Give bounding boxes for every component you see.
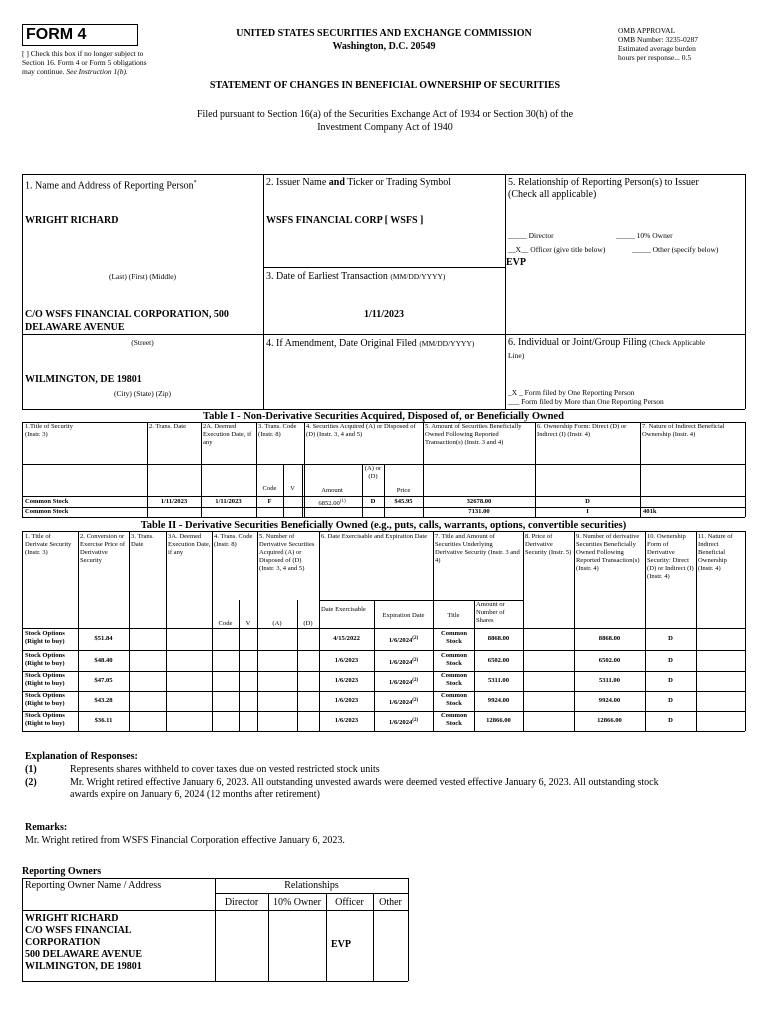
t1-sub-amount: Amount — [321, 487, 343, 494]
box4-label: 4. If Amendment, Date Original Filed (MM/DD/YYYY) — [266, 338, 475, 349]
check-box-text[interactable]: [ ] Check this box if no longer subject to Section 16. Form 4 or Form 5 obligations may continue. See Instruction 1(b). — [22, 49, 147, 76]
city-state-zip: WILMINGTON, DE 19801 — [25, 374, 142, 385]
ten-percent-owner-checkbox[interactable]: _____ 10% Owner — [616, 231, 673, 240]
t1-row1-owned: 32678.00 — [466, 498, 492, 505]
other-checkbox[interactable]: _____ Other (specify below) — [632, 245, 719, 254]
t2-row5-price: $36.11 — [94, 717, 113, 724]
t1-row1-amount: 6852.00$^{(1)}$ — [318, 499, 346, 508]
t1-h-title: 1.Title of Security (Instr. 3) — [25, 423, 73, 438]
owners-col-officer: Officer — [335, 897, 364, 908]
explanation-text-2: Mr. Wright retired effective January 6, 2023. All outstanding unvested awards were deemed vested effective January 6, 2023. All outstanding stock awards expire on January 6, 2024 (12 months after retirement) — [70, 777, 659, 800]
owner-name-address: WRIGHT RICHARD C/O WSFS FINANCIAL CORPORATION 500 DELAWARE AVENUE WILMINGTON, DE 19801 — [25, 913, 143, 972]
issuer-name: WSFS FINANCIAL CORP [ WSFS ] — [266, 215, 424, 226]
street-line2: DELAWARE AVENUE — [25, 322, 125, 333]
t2-row3-title: Stock Options (Right to buy) — [25, 672, 65, 687]
name-hint: (Last) (First) (Middle) — [108, 272, 177, 281]
owners-col-director: Director — [224, 897, 259, 908]
owners-col-other: Other — [379, 897, 402, 908]
box5-label: 5. Relationship of Reporting Person(s) to Issuer (Check all applicable) — [508, 177, 699, 200]
director-checkbox[interactable]: _____ Director — [508, 231, 554, 240]
t1-h-form: 6. Ownership Form: Direct (D) or Indirect (I) (Instr. 4) — [537, 423, 627, 438]
agency-location: Washington, D.C. 20549 — [332, 41, 436, 52]
t2-sub-d: (D) — [303, 620, 313, 627]
table1-title: Table I - Non-Derivative Securities Acquired, Disposed of, or Beneficially Owned — [203, 411, 564, 422]
t2-row1-form: D — [668, 635, 673, 642]
t2-row5-expiration: 1/6/2024$^{(2)}$ — [388, 718, 419, 727]
t2-row2-form: D — [668, 657, 673, 664]
t2-h-dates: 6. Date Exercisable and Expiration Date — [321, 533, 428, 540]
filing-option-group[interactable]: ___ Form filed by More than One Reporting Person — [508, 397, 664, 406]
t1-row1-date: 1/11/2023 — [160, 498, 188, 505]
t2-row5-owned: 12866.00 — [597, 717, 622, 724]
remarks-heading: Remarks: — [25, 822, 68, 833]
t2-row3-form: D — [668, 677, 673, 684]
t2-row2-price: $48.40 — [94, 657, 113, 664]
t2-h-underlying: 7. Title and Amount of Securities Underlying Derivative Security (Instr. 3 and 4) — [435, 533, 520, 564]
t1-row2-nature: 401k — [643, 508, 657, 515]
remarks-text: Mr. Wright retired from WSFS Financial Corporation effective January 6, 2023. — [25, 835, 345, 846]
omb-approval: OMB APPROVAL OMB Number: 3235-0287 Estimated average burden hours per response... 0.5 — [618, 26, 698, 62]
t2-row1-title: Stock Options (Right to buy) — [25, 630, 65, 645]
city-hint: (City) (State) (Zip) — [113, 389, 172, 398]
box1-label: 1. Name and Address of Reporting Person* — [25, 180, 197, 192]
t2-row1-exercisable: 4/15/2022 — [333, 635, 360, 642]
t1-row1-deemed: 1/11/2023 — [215, 498, 242, 505]
statement-title: STATEMENT OF CHANGES IN BENEFICIAL OWNERSHIP OF SECURITIES — [209, 80, 561, 91]
t2-sub-code: Code — [218, 620, 233, 627]
t2-row4-shares: 9924.00 — [487, 697, 510, 704]
t2-h-deriv-price: 8. Price of Derivative Security (Instr. 5) — [525, 533, 572, 556]
t2-h-date: 3. Trans. Date — [131, 533, 154, 548]
t1-sub-code: Code — [262, 485, 277, 492]
owners-col-relationships: Relationships — [284, 880, 339, 891]
box2-label: 2. Issuer Name and Ticker or Trading Symbol — [266, 177, 452, 188]
t1-row2-title: Common Stock — [25, 508, 69, 515]
t1-h-deemed: 2A. Deemed Execution Date, if any — [203, 423, 252, 446]
t1-sub-aord: (A) or (D) — [364, 465, 382, 480]
agency-name: UNITED STATES SECURITIES AND EXCHANGE COMMISSION — [236, 28, 532, 39]
t2-row4-ul-title: Common Stock — [440, 692, 467, 707]
reporting-owners-heading: Reporting Owners — [22, 866, 102, 877]
t2-row2-title: Stock Options (Right to buy) — [25, 652, 65, 667]
t2-row3-price: $47.05 — [94, 677, 113, 684]
t2-sub-expiration: Expiration Date — [382, 612, 425, 619]
reporting-person-name: WRIGHT RICHARD — [25, 215, 119, 226]
t2-row3-expiration: 1/6/2024$^{(2)}$ — [388, 678, 419, 687]
t2-row3-ul-title: Common Stock — [440, 672, 467, 687]
t2-row5-form: D — [668, 717, 673, 724]
t2-h-price: 2. Conversion or Exercise Price of Derivative Security — [80, 533, 126, 564]
t2-h-code: 4. Trans. Code (Instr. 8) — [214, 533, 253, 548]
t1-row1-price: $45.95 — [394, 498, 413, 505]
t2-h-number: 5. Number of Derivative Securities Acquired (A) or Disposed of (D) (Instr. 3, 4 and 5) — [259, 533, 315, 572]
t2-sub-exercisable: Date Exercisable — [321, 606, 366, 613]
form-title-box — [22, 24, 138, 46]
t2-row1-expiration: 1/6/2024$^{(2)}$ — [388, 636, 419, 645]
t2-sub-title: Title — [447, 612, 460, 619]
t2-row1-price: $51.84 — [94, 635, 113, 642]
t2-row4-expiration: 1/6/2024$^{(2)}$ — [388, 698, 419, 707]
t1-sub-price: Price — [396, 487, 411, 494]
t1-h-securities: 4. Securities Acquired (A) or Disposed of (D) (Instr. 3, 4 and 5) — [306, 423, 416, 438]
table2-title: Table II - Derivative Securities Beneficially Owned (e.g., puts, calls, warrants, options, convertible securities) — [140, 520, 627, 531]
t2-row5-ul-title: Common Stock — [440, 712, 467, 727]
t1-row1-title: Common Stock — [25, 498, 69, 505]
owners-col-name: Reporting Owner Name / Address — [25, 880, 162, 891]
t1-h-code: 3. Trans. Code (Instr. 8) — [258, 423, 297, 438]
explanation-num-1: (1) — [25, 764, 37, 775]
t2-h-nature: 11. Nature of Indirect Beneficial Ownership (Instr. 4) — [698, 533, 733, 572]
t1-row1-aord: D — [370, 498, 376, 505]
t2-row4-form: D — [668, 697, 673, 704]
explanation-heading: Explanation of Responses: — [25, 751, 138, 762]
t2-h-form: 10. Ownership Form of Derivative Security: Direct (D) or Indirect (I) (Instr. 4) — [647, 533, 694, 580]
t1-h-date: 2. Trans. Date — [149, 423, 186, 430]
t1-row1-form: D — [585, 498, 590, 505]
t1-h-nature: 7. Nature of Indirect Beneficial Ownership (Instr. 4) — [642, 423, 725, 438]
explanation-text-1: Represents shares withheld to cover taxes due on vested restricted stock units — [70, 764, 380, 775]
box6-label: 6. Individual or Joint/Group Filing (Check Applicable — [508, 337, 706, 348]
see-instruction: See Instruction 1(b). — [66, 67, 128, 76]
t2-row2-exercisable: 1/6/2023 — [334, 657, 359, 664]
t1-row2-form: I — [586, 508, 589, 515]
street-hint: (Street) — [131, 338, 154, 347]
t2-row1-owned: 8868.00 — [598, 635, 621, 642]
t2-row3-owned: 5311.00 — [598, 677, 621, 684]
owner-officer-value: EVP — [331, 939, 351, 950]
t2-h-title: 1. Title of Derivate Security (Instr. 3) — [25, 533, 72, 556]
t2-row5-shares: 12866.00 — [486, 717, 511, 724]
t2-sub-a: (A) — [272, 620, 282, 627]
t2-row3-exercisable: 1/6/2023 — [334, 677, 359, 684]
t2-row2-owned: 6502.00 — [598, 657, 621, 664]
filing-option-one[interactable]: _X _ Form filed by One Reporting Person — [508, 388, 635, 397]
explanation-num-2: (2) — [25, 777, 37, 788]
t2-row2-ul-title: Common Stock — [440, 652, 467, 667]
t1-h-owned: 5. Amount of Securities Beneficially Owned Following Reported Transaction(s) (Instr. 3 and 4) — [425, 423, 522, 446]
t2-row3-shares: 5311.00 — [487, 677, 510, 684]
t2-row5-title: Stock Options (Right to buy) — [25, 712, 65, 727]
t2-row2-expiration: 1/6/2024$^{(2)}$ — [388, 658, 419, 667]
box3-label: 3. Date of Earliest Transaction (MM/DD/YYYY) — [266, 271, 446, 282]
t1-sub-v: V — [290, 485, 295, 492]
box6-label-line2: Line) — [508, 351, 525, 360]
filed-pursuant-line2: Investment Company Act of 1940 — [317, 122, 453, 133]
owners-col-ten-percent: 10% Owner — [272, 897, 322, 908]
t2-sub-v: V — [245, 620, 251, 627]
form-title: FORM 4 — [26, 26, 87, 43]
t2-h-owned: 9. Number of derivative Securities Beneficially Owned Following Reported Transaction(s) (Instr. 4) — [576, 533, 640, 572]
t1-row2-owned: 7131.00 — [468, 508, 490, 515]
t1-row1-code: F — [267, 498, 272, 505]
street-line1: C/O WSFS FINANCIAL CORPORATION, 500 — [25, 309, 229, 320]
t2-row4-exercisable: 1/6/2023 — [334, 697, 359, 704]
t2-row4-title: Stock Options (Right to buy) — [25, 692, 65, 707]
officer-checkbox[interactable]: __X__ Officer (give title below) — [508, 245, 606, 254]
t2-h-deemed: 3A. Deemed Execution Date, if any — [168, 533, 211, 556]
t2-row4-owned: 9924.00 — [598, 697, 621, 704]
t2-row2-shares: 6502.00 — [487, 657, 510, 664]
t2-row5-exercisable: 1/6/2023 — [334, 717, 359, 724]
t2-row1-ul-title: Common Stock — [440, 630, 467, 645]
t2-row1-shares: 8868.00 — [487, 635, 510, 642]
earliest-transaction-date: 1/11/2023 — [363, 309, 404, 320]
t2-sub-amount: Amount or Number of Shares — [476, 601, 505, 624]
t2-row4-price: $43.28 — [94, 697, 113, 704]
officer-title: EVP — [506, 257, 526, 268]
filed-pursuant-line1: Filed pursuant to Section 16(a) of the Securities Exchange Act of 1934 or Section 30(h) of the — [196, 109, 574, 120]
